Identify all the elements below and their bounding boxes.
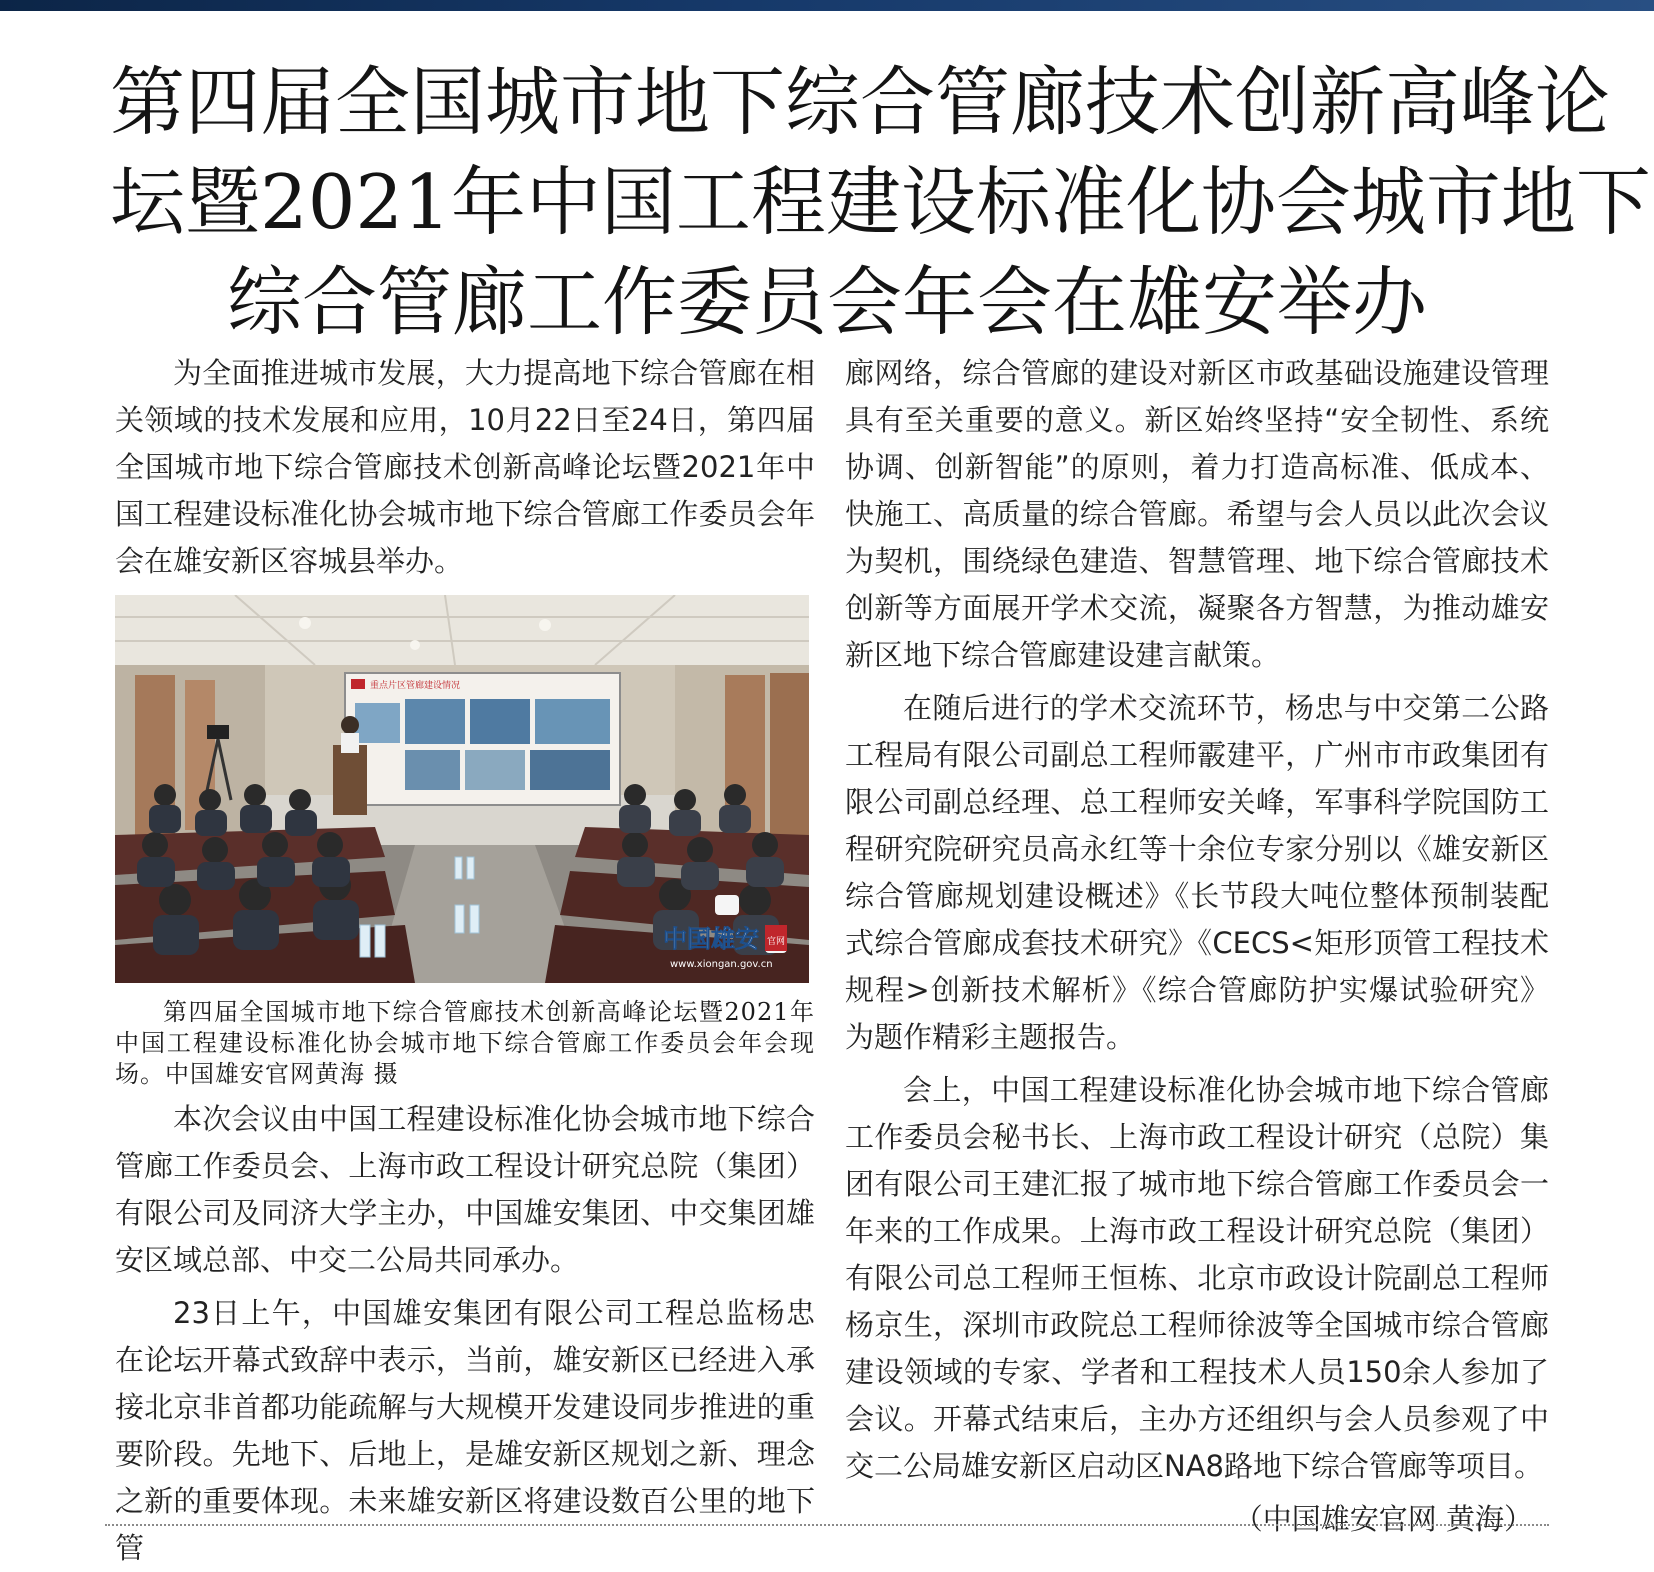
watermark-url: www.xiongan.gov.cn	[670, 959, 773, 970]
watermark-seal: 官网	[767, 937, 786, 947]
paragraph-academic-exchange: 在随后进行的学术交流环节，杨忠与中交第二公路工程局有限公司副总工程师霰建平，广州市市政集团有限公司副总经理、总工程师安关峰，军事科学院国防工程研究院研究员高永红等十余位专家分别以《雄安新区综合管廊规划建设概述》《长节段大吨位整体预制装配式综合管廊成套技术研究》《CECS<矩形顶管工程技术规程>创新技术解析》《综合管廊防护实爆试验研究》为题作精彩主题报告。	[845, 691, 1549, 1054]
meeting-photo	[115, 595, 809, 983]
headline-line-2: 坛暨2021年中国工程建设标准化协会城市地下	[110, 158, 1651, 246]
article-headline	[110, 52, 1651, 352]
photo-caption: 第四届全国城市地下综合管廊技术创新高峰论坛暨2021年中国工程建设标准化协会城市地下综合管廊工作委员会年会现场。中国雄安官网黄海 摄	[115, 998, 815, 1088]
meeting-room-illustration	[115, 595, 809, 983]
bottom-divider	[105, 1524, 1549, 1526]
watermark-text: 中国雄安	[663, 924, 759, 953]
screen-title: 重点片区管廊建设情况	[370, 681, 461, 691]
paragraph-intro: 为全面推进城市发展，大力提高地下综合管廊在相关领域的技术发展和应用，10月22日至24日，第四届全国城市地下综合管廊技术创新高峰论坛暨2021年中国工程建设标准化协会城市地下综合管廊工作委员会年会在雄安新区容城县举办。	[115, 356, 815, 578]
paragraph-meeting-report: 会上，中国工程建设标准化协会城市地下综合管廊工作委员会秘书长、上海市政工程设计研究（总院）集团有限公司王建汇报了城市地下综合管廊工作委员会一年来的工作成果。上海市政工程设计研究总院（集团）有限公司总工程师王恒栋、北京市政设计院副总工程师杨京生，深圳市政院总工程师徐波等全国城市综合管廊建设领域的专家、学者和工程技术人员150余人参加了会议。开幕式结束后，主办方还组织与会人员参观了中交二公局雄安新区启动区NA8路地下综合管廊等项目。	[845, 1073, 1549, 1483]
article-right-column	[845, 350, 1549, 1543]
headline-line-1: 第四届全国城市地下综合管廊技术创新高峰论	[110, 58, 1611, 146]
paragraph-organizers: 本次会议由中国工程建设标准化协会城市地下综合管廊工作委员会、上海市政工程设计研究总院（集团）有限公司及同济大学主办，中国雄安集团、中交集团雄安区域总部、中交二公局共同承办。	[115, 1102, 815, 1277]
article-left-column	[115, 350, 815, 1572]
headline-line-3: 综合管廊工作委员会年会在雄安举办	[226, 258, 1427, 346]
paragraph-opening-speech: 23日上午，中国雄安集团有限公司工程总监杨忠在论坛开幕式致辞中表示，当前，雄安新区已经进入承接北京非首都功能疏解与大规模开发建设同步推进的重要阶段。先地下、后地上，是雄安新区规划之新、理念之新的重要体现。未来雄安新区将建设数百公里的地下管	[115, 1296, 815, 1565]
article-byline: （中国雄安官网 黄海）	[1233, 1502, 1533, 1536]
paragraph-continued: 廊网络，综合管廊的建设对新区市政基础设施建设管理具有至关重要的意义。新区始终坚持“安全韧性、系统协调、创新智能”的原则，着力打造高标准、低成本、快施工、高质量的综合管廊。希望与会人员以此次会议为契机，围绕绿色建造、智慧管理、地下综合管廊技术创新等方面展开学术交流，凝聚各方智慧，为推动雄安新区地下综合管廊建设建言献策。	[845, 356, 1549, 672]
top-banner-bar	[0, 0, 1654, 11]
